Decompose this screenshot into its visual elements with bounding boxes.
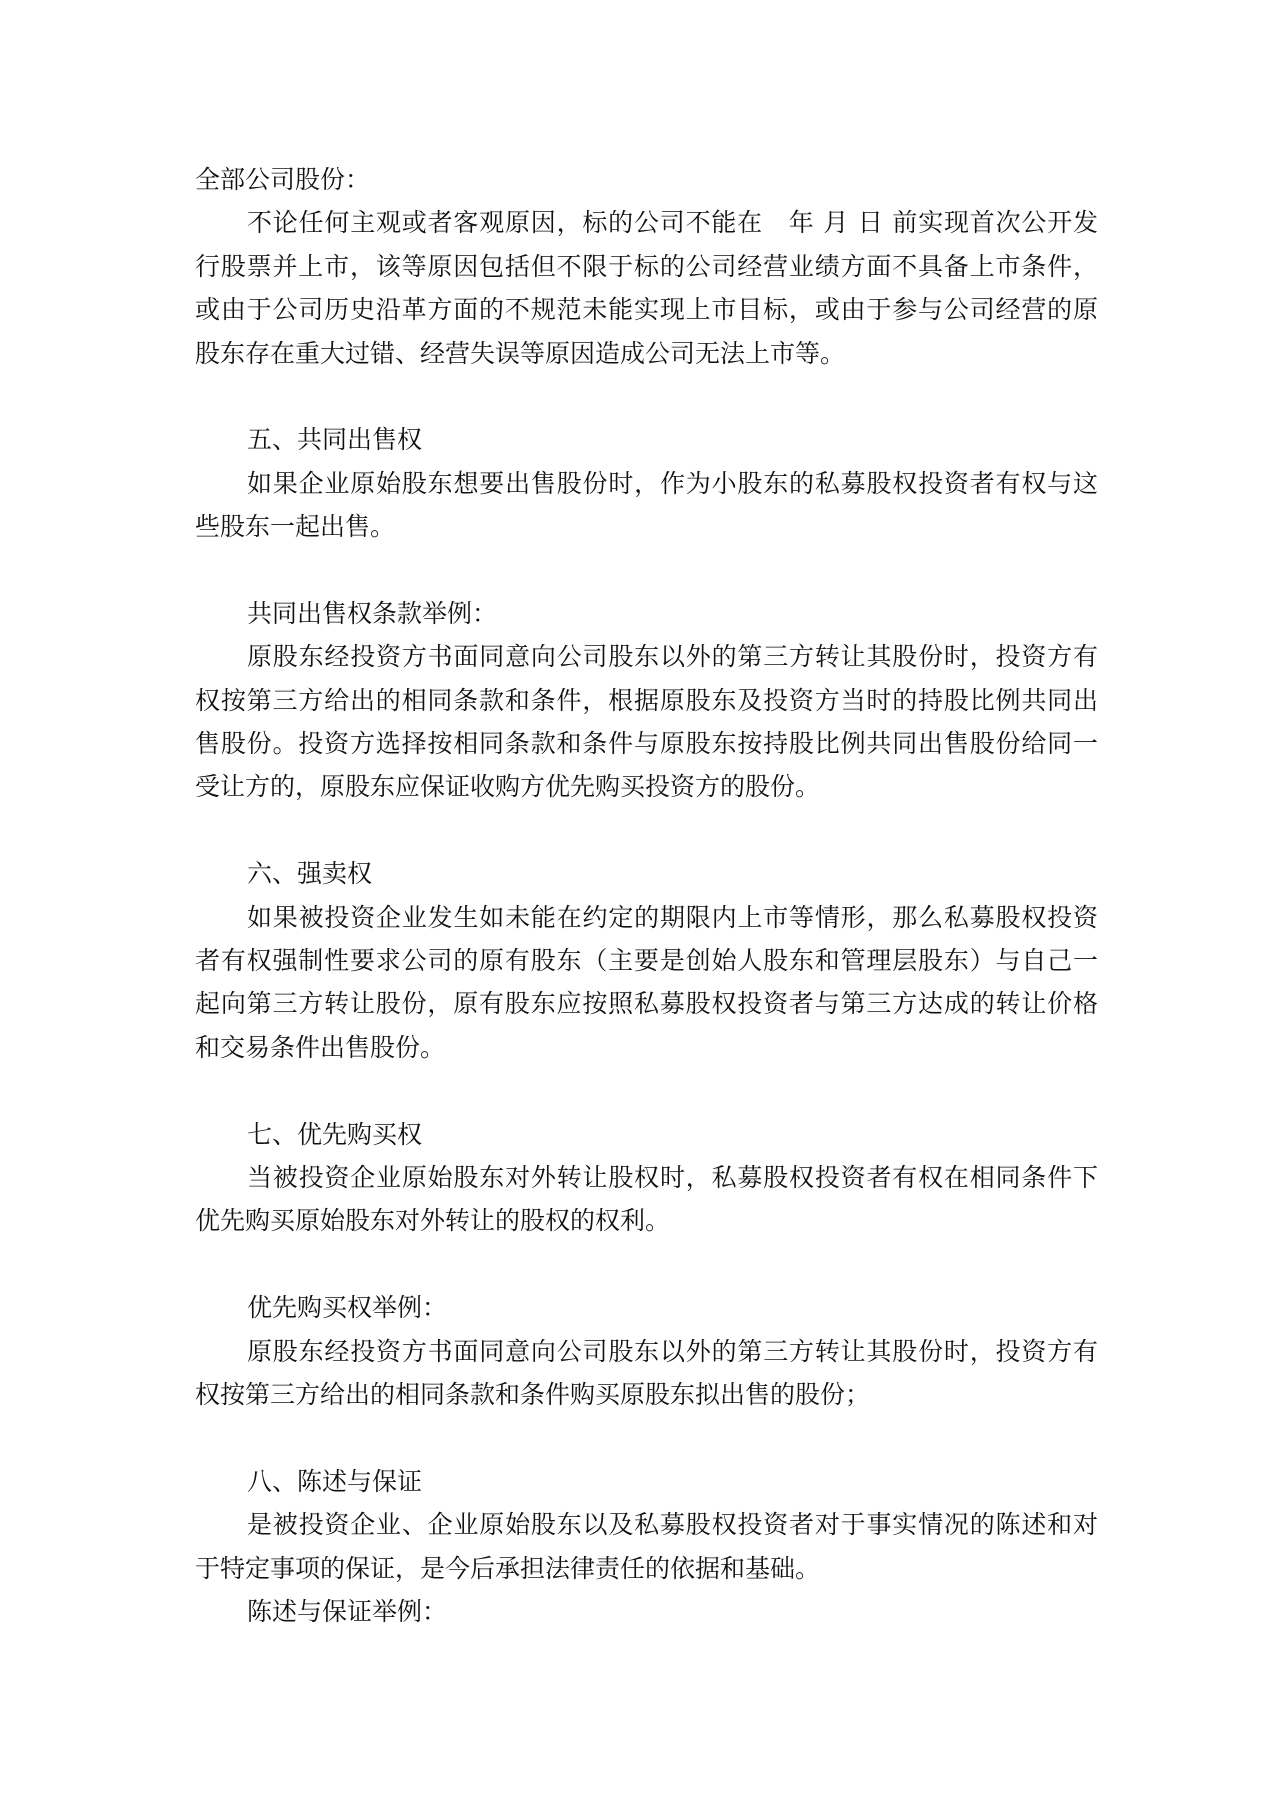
text-line: 七、优先购买权: [247, 1119, 423, 1149]
text-line: 是被投资企业、企业原始股东以及私募股权投资者对于事实情况的陈述和对: [247, 1510, 1098, 1540]
text-line: 权按第三方给出的相同条款和条件，根据原股东及投资方当时的持股比例共同出: [195, 685, 1098, 715]
text-line: 股东存在重大过错、经营失误等原因造成公司无法上市等。: [195, 338, 846, 368]
paragraph: [195, 1156, 1098, 1243]
text-line: 八、陈述与保证: [247, 1466, 423, 1496]
text-line: 陈述与保证举例：: [247, 1596, 448, 1626]
paragraph: [195, 201, 1098, 375]
blank-line: [195, 1243, 1098, 1286]
blank-line: [195, 1416, 1098, 1459]
text-line: 六、强卖权: [247, 859, 373, 889]
text-line: 权按第三方给出的相同条款和条件购买原股东拟出售的股份；: [195, 1379, 871, 1409]
text-line: 于特定事项的保证，是今后承担法律责任的依据和基础。: [195, 1553, 821, 1583]
blank-line: [195, 375, 1098, 418]
paragraph: [195, 635, 1098, 809]
text-line: 如果企业原始股东想要出售股份时，作为小股东的私募股权投资者有权与这: [247, 468, 1098, 498]
text-line: 原股东经投资方书面同意向公司股东以外的第三方转让其股份时，投资方有: [247, 1336, 1098, 1366]
blank-line: [195, 1069, 1098, 1112]
blank-line: [195, 809, 1098, 852]
paragraph: [195, 1113, 1098, 1156]
text-line: 优先购买权举例：: [247, 1293, 448, 1323]
text-line: 或由于公司历史沿革方面的不规范未能实现上市目标，或由于参与公司经营的原: [195, 295, 1098, 325]
paragraph: [195, 1286, 1098, 1329]
paragraph: [195, 462, 1098, 549]
paragraph: [195, 418, 1098, 461]
paragraph: [195, 1330, 1098, 1417]
paragraph: [195, 158, 1098, 201]
text-line: 不论任何主观或者客观原因，标的公司不能在 年 月 日 前实现首次公开发: [247, 208, 1098, 238]
text-line: 原股东经投资方书面同意向公司股东以外的第三方转让其股份时，投资方有: [247, 642, 1098, 672]
text-line: 优先购买原始股东对外转让的股权的权利。: [195, 1206, 671, 1236]
text-line: 受让方的，原股东应保证收购方优先购买投资方的股份。: [195, 772, 821, 802]
text-line: 五、共同出售权: [247, 425, 423, 455]
text-line: 全部公司股份：: [195, 165, 371, 194]
document-body: [195, 158, 1098, 1633]
text-line: 行股票并上市，该等原因包括但不限于标的公司经营业绩方面不具备上市条件，: [195, 251, 1098, 281]
text-line: 售股份。投资方选择按相同条款和条件与原股东按持股比例共同出售股份给同一: [195, 729, 1098, 759]
paragraph: [195, 1460, 1098, 1503]
text-line: 起向第三方转让股份，原有股东应按照私募股权投资者与第三方达成的转让价格: [195, 989, 1098, 1019]
text-line: 者有权强制性要求公司的原有股东（主要是创始人股东和管理层股东）与自己一: [195, 946, 1098, 976]
text-line: 和交易条件出售股份。: [195, 1032, 446, 1062]
text-line: 共同出售权条款举例：: [247, 598, 498, 628]
paragraph: [195, 592, 1098, 635]
text-line: 如果被投资企业发生如未能在约定的期限内上市等情形，那么私募股权投资: [247, 902, 1098, 932]
text-line: 些股东一起出售。: [195, 512, 396, 542]
blank-line: [195, 549, 1098, 592]
paragraph: [195, 852, 1098, 895]
paragraph: [195, 896, 1098, 1070]
paragraph: [195, 1590, 1098, 1633]
text-line: 当被投资企业原始股东对外转让股权时，私募股权投资者有权在相同条件下: [247, 1162, 1098, 1192]
paragraph: [195, 1503, 1098, 1590]
